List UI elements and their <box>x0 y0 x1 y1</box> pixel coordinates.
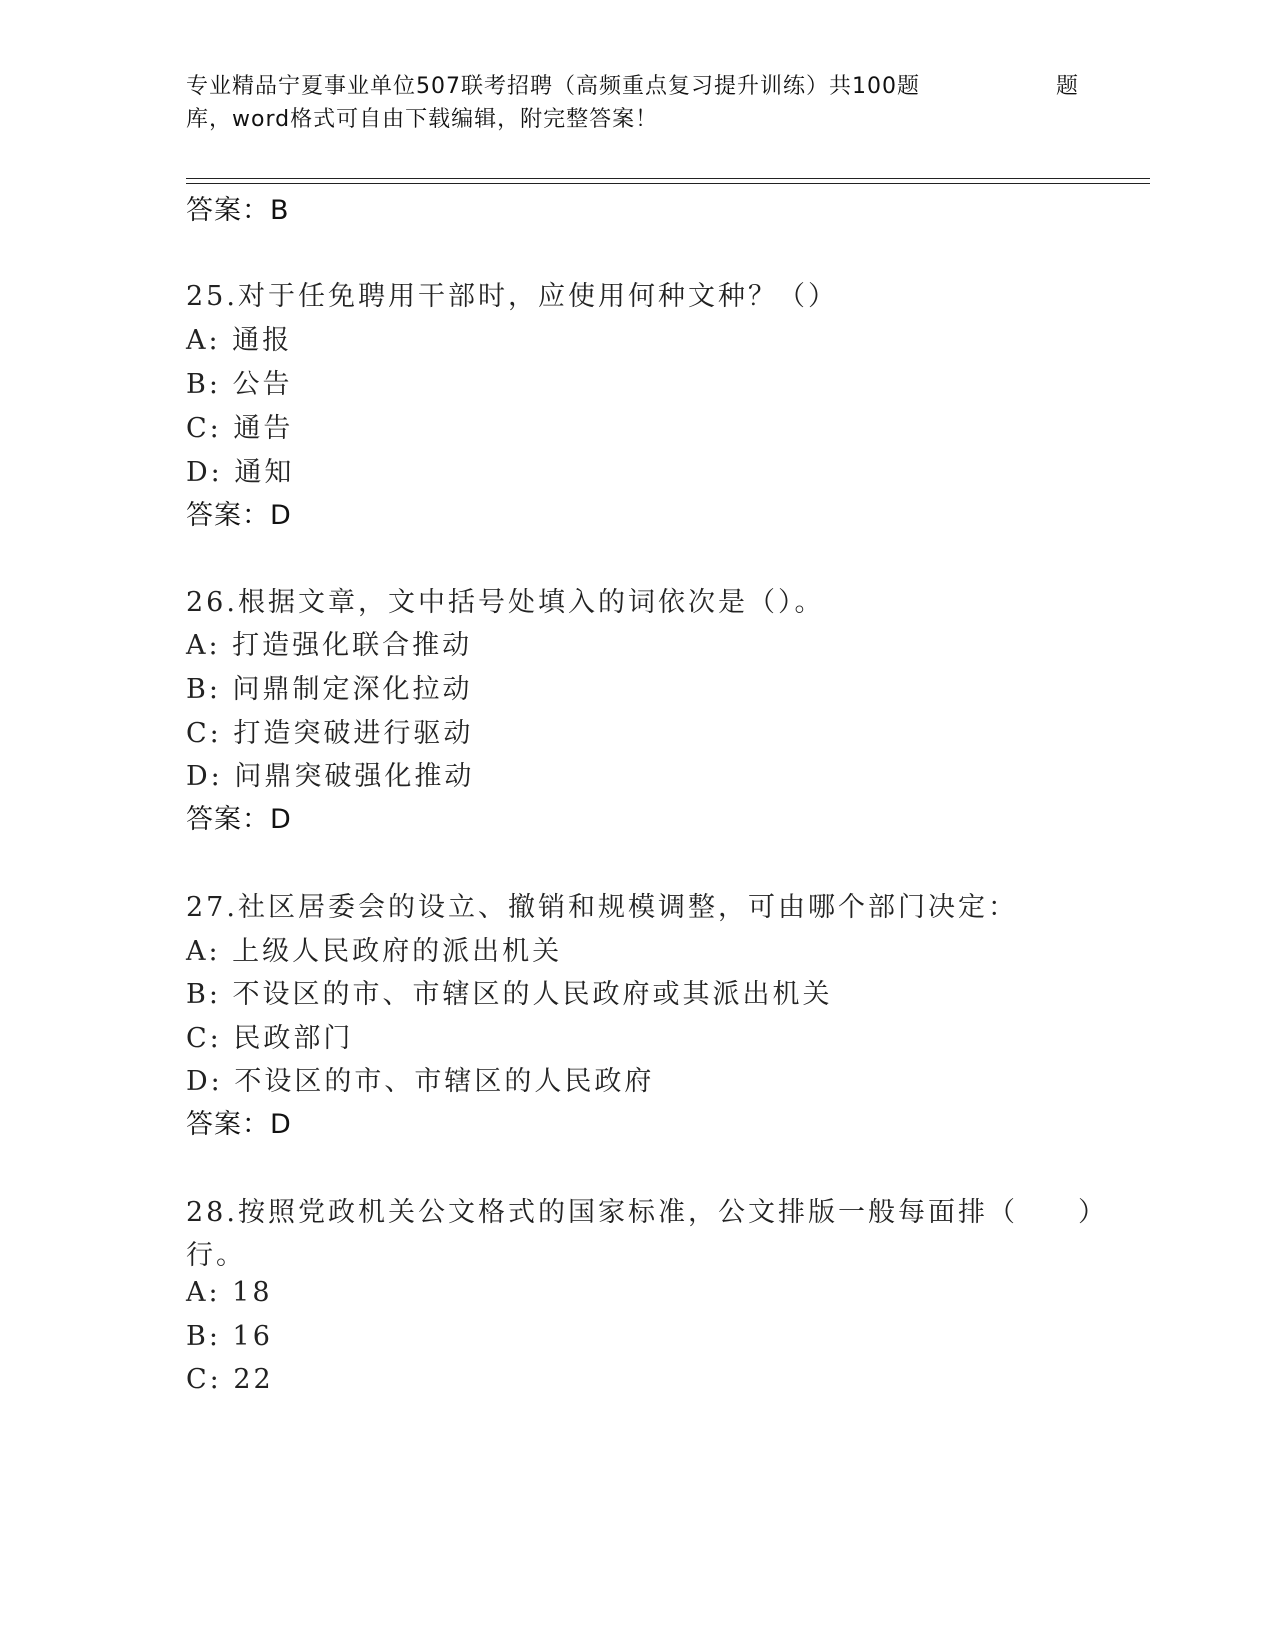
header-line-2: 库，word格式可自由下载编辑，附完整答案！ <box>186 107 659 132</box>
question-26-answer: 答案：D <box>186 804 292 835</box>
question-28-stem-continued: 行。 <box>186 1240 246 1271</box>
question-25-stem: 25.对于任免聘用干部时，应使用何种文种？（） <box>186 281 838 312</box>
question-27-option-b: B: 不设区的市、市辖区的人民政府或其派出机关 <box>186 979 833 1010</box>
question-27-answer: 答案：D <box>186 1109 292 1140</box>
question-25-option-c: C: 通告 <box>186 413 294 444</box>
question-26-option-d: D: 问鼎突破强化推动 <box>186 761 475 792</box>
question-25-answer: 答案：D <box>186 500 292 531</box>
header-rule-top <box>186 178 1150 179</box>
header-rule-bottom <box>186 183 1150 184</box>
header-line-1 <box>186 70 1086 103</box>
header-title: 专业精品宁夏事业单位507联考招聘（高频重点复习提升训练）共100题 <box>186 74 920 99</box>
question-28-option-b: B: 16 <box>186 1321 273 1352</box>
question-27-option-c: C: 民政部门 <box>186 1023 354 1054</box>
question-25-option-d: D: 通知 <box>186 457 295 488</box>
question-25-option-a: A: 通报 <box>186 325 293 356</box>
document-header <box>186 70 1086 136</box>
question-28-option-a: A: 18 <box>186 1277 273 1308</box>
question-27-option-a: A: 上级人民政府的派出机关 <box>186 936 563 967</box>
question-26-stem: 26.根据文章，文中括号处填入的词依次是（）。 <box>186 587 825 618</box>
question-28-stem: 28.按照党政机关公文格式的国家标准，公文排版一般每面排（ ） <box>186 1197 1108 1228</box>
question-26-option-c: C: 打造突破进行驱动 <box>186 718 474 749</box>
question-27-option-d: D: 不设区的市、市辖区的人民政府 <box>186 1066 655 1097</box>
question-25-option-b: B: 公告 <box>186 369 293 400</box>
question-27-stem: 27.社区居委会的设立、撤销和规模调整，可由哪个部门决定： <box>186 892 1018 923</box>
header-title-tail: 题 <box>1056 74 1080 99</box>
question-26-option-a: A: 打造强化联合推动 <box>186 630 473 661</box>
previous-answer: 答案：B <box>186 195 290 226</box>
question-28-option-c: C: 22 <box>186 1364 274 1395</box>
question-26-option-b: B: 问鼎制定深化拉动 <box>186 674 473 705</box>
